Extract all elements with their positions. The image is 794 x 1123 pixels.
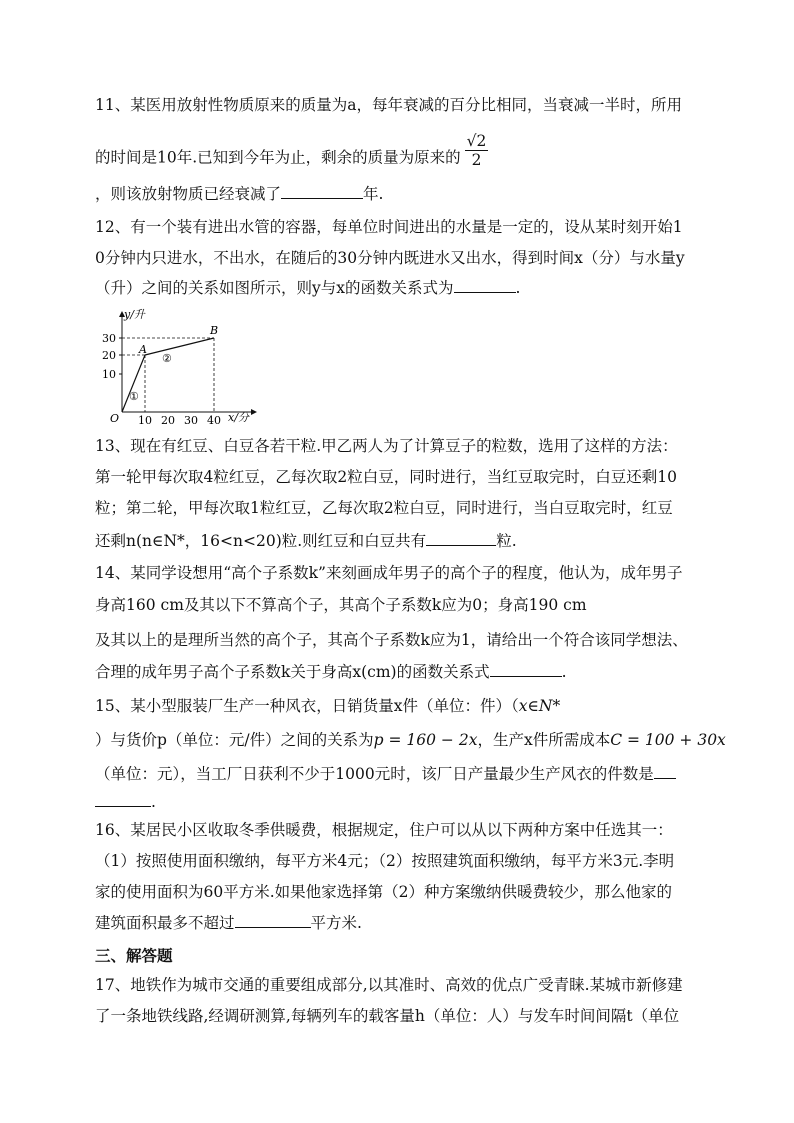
x-tick-label: 40 — [207, 414, 221, 426]
q13-line-3: 粒；第二轮，甲每次取1粒红豆，乙每次取2粒白豆，同时进行，当白豆取完时，红豆 — [95, 499, 673, 517]
origin-label: O — [110, 412, 120, 425]
x-tick-label: 20 — [161, 414, 175, 426]
x-axis-arrow-icon — [251, 409, 257, 415]
segment-2-line — [145, 338, 214, 355]
q12-line-3-end: . — [515, 279, 521, 297]
q15-line-2-mid: ，生产x件所需成本 — [477, 731, 611, 749]
q15-answer-blank-part1[interactable] — [654, 764, 676, 779]
q15-line-4 — [95, 792, 156, 812]
q15-line-3-text: （单位：元），当工厂日获利不少于1000元时，该厂日产量最少生产风衣的件数是 — [95, 765, 654, 783]
q15-answer-blank-part2[interactable] — [95, 792, 151, 807]
q15-price-formula: p = 160 − 2x — [373, 731, 478, 749]
q13-line-4-text: 还剩n(n∈N*，16<n<20)粒.则红豆和白豆共有 — [95, 532, 427, 550]
segment-1-line — [122, 355, 145, 412]
point-a-label: A — [139, 343, 147, 356]
q14-line-4 — [95, 662, 567, 682]
q11-line-2 — [95, 132, 488, 177]
segment-2-label: ② — [162, 352, 172, 365]
q14-line-4-end: . — [561, 663, 567, 681]
q14-line-1: 14、某同学设想用“高个子系数k”来刻画成年男子的高个子的程度，他认为，成年男子 — [95, 564, 683, 582]
q12-line-3-text: （升）之间的关系如图所示，则y与x的函数关系式为 — [95, 279, 454, 297]
q11-line-3-end: 年. — [363, 185, 384, 203]
section-title: 三、解答题 — [95, 946, 173, 965]
q16-answer-blank[interactable] — [235, 913, 311, 928]
q16-line-4-end: 平方米. — [310, 914, 362, 932]
y-tick-label: 10 — [102, 368, 116, 381]
q13-line-4-end: 粒. — [496, 532, 517, 550]
q14-line-3: 及其以上的是理所当然的高个子，其高个子系数k应为1，请给出一个符合该同学想法、 — [95, 631, 688, 649]
q13-line-4 — [95, 531, 517, 551]
q16-line-3: 家的使用面积为60平方米.如果他家选择第（2）种方案缴纳供暖费较少，那么他家的 — [95, 883, 673, 901]
q14-line-4-text: 合理的成年男子高个子系数k关于身高x(cm)的函数关系式 — [95, 663, 490, 681]
q15-domain-formula: x∈N* — [518, 697, 561, 715]
q11-answer-blank[interactable] — [281, 184, 363, 199]
q11-line-2-text: 的时间是10年.已知到今年为止，剩余的质量为原来的 — [95, 148, 461, 167]
q16-line-1: 16、某居民小区收取冬季供暖费，根据规定，住户可以从以下两种方案中任选其一： — [95, 821, 673, 839]
point-b-label: B — [210, 324, 219, 337]
y-tick-label: 30 — [102, 332, 116, 345]
q14-line-2: 身高160 cm及其以下不算高个子，其高个子系数k应为0；身高190 cm — [95, 596, 587, 614]
q16-line-2: （1）按照使用面积缴纳，每平方米4元；（2）按照建筑面积缴纳，每平方米3元.李明 — [95, 852, 675, 870]
segment-1-label: ① — [129, 390, 139, 403]
q11-line-3 — [95, 184, 383, 204]
q15-line-4-end: . — [151, 793, 156, 811]
q15-line-2 — [95, 730, 726, 750]
q12-line-3 — [95, 278, 520, 298]
q13-line-2: 第一轮甲每次取4粒红豆，乙每次取2粒白豆，同时进行，当红豆取完时，白豆还剩10 — [95, 468, 677, 486]
q17-line-2: 了一条地铁线路,经调研测算,每辆列车的载客量h（单位：人）与发车时间间隔t（单位 — [95, 1007, 680, 1025]
q13-line-1: 13、现在有红豆、白豆各若干粒.甲乙两人为了计算豆子的粒数，选用了这样的方法： — [95, 437, 678, 455]
q16-line-4-text: 建筑面积最多不超过 — [95, 914, 235, 932]
sqrt2-over-2-fraction — [465, 132, 489, 169]
q12-answer-blank[interactable] — [454, 278, 516, 293]
q11-line-1: 11、某医用放射性物质原来的质量为a，每年衰减的百分比相同，当衰减一半时，所用 — [95, 96, 682, 114]
q15-line-1-text: 15、某小型服装厂生产一种风衣，日销货量x件（单位：件）（ — [95, 697, 519, 715]
q13-answer-blank[interactable] — [426, 531, 496, 546]
q15-line-1 — [95, 696, 560, 716]
x-tick-label: 30 — [184, 414, 198, 426]
y-tick-label: 20 — [102, 349, 116, 362]
q15-line-2-text: ）与货价p（单位：元/件）之间的关系为 — [95, 731, 374, 749]
x-tick-label: 10 — [138, 414, 152, 426]
fraction-denominator: 2 — [471, 151, 482, 169]
x-axis-label: x/分 — [228, 411, 249, 424]
q14-answer-blank[interactable] — [490, 662, 562, 677]
q17-line-1: 17、地铁作为城市交通的重要组成部分,以其准时、高效的优点广受青睐.某城市新修建 — [95, 976, 683, 994]
q15-line-3 — [95, 764, 676, 784]
fraction-numerator: √2 — [466, 132, 487, 150]
water-volume-graph — [96, 308, 266, 426]
q12-line-2: 0分钟内只进水，不出水，在随后的30分钟内既进水又出水，得到时间x（分）与水量y — [95, 249, 685, 267]
q12-line-1: 12、有一个装有进出水管的容器，每单位时间进出的水量是一定的，设从某时刻开始1 — [95, 218, 683, 236]
q15-cost-formula: C = 100 + 30x — [610, 731, 726, 749]
q11-line-3-text: ，则该放射物质已经衰减了 — [95, 185, 282, 203]
q16-line-4 — [95, 913, 362, 933]
y-axis-label: y/升 — [124, 308, 145, 321]
